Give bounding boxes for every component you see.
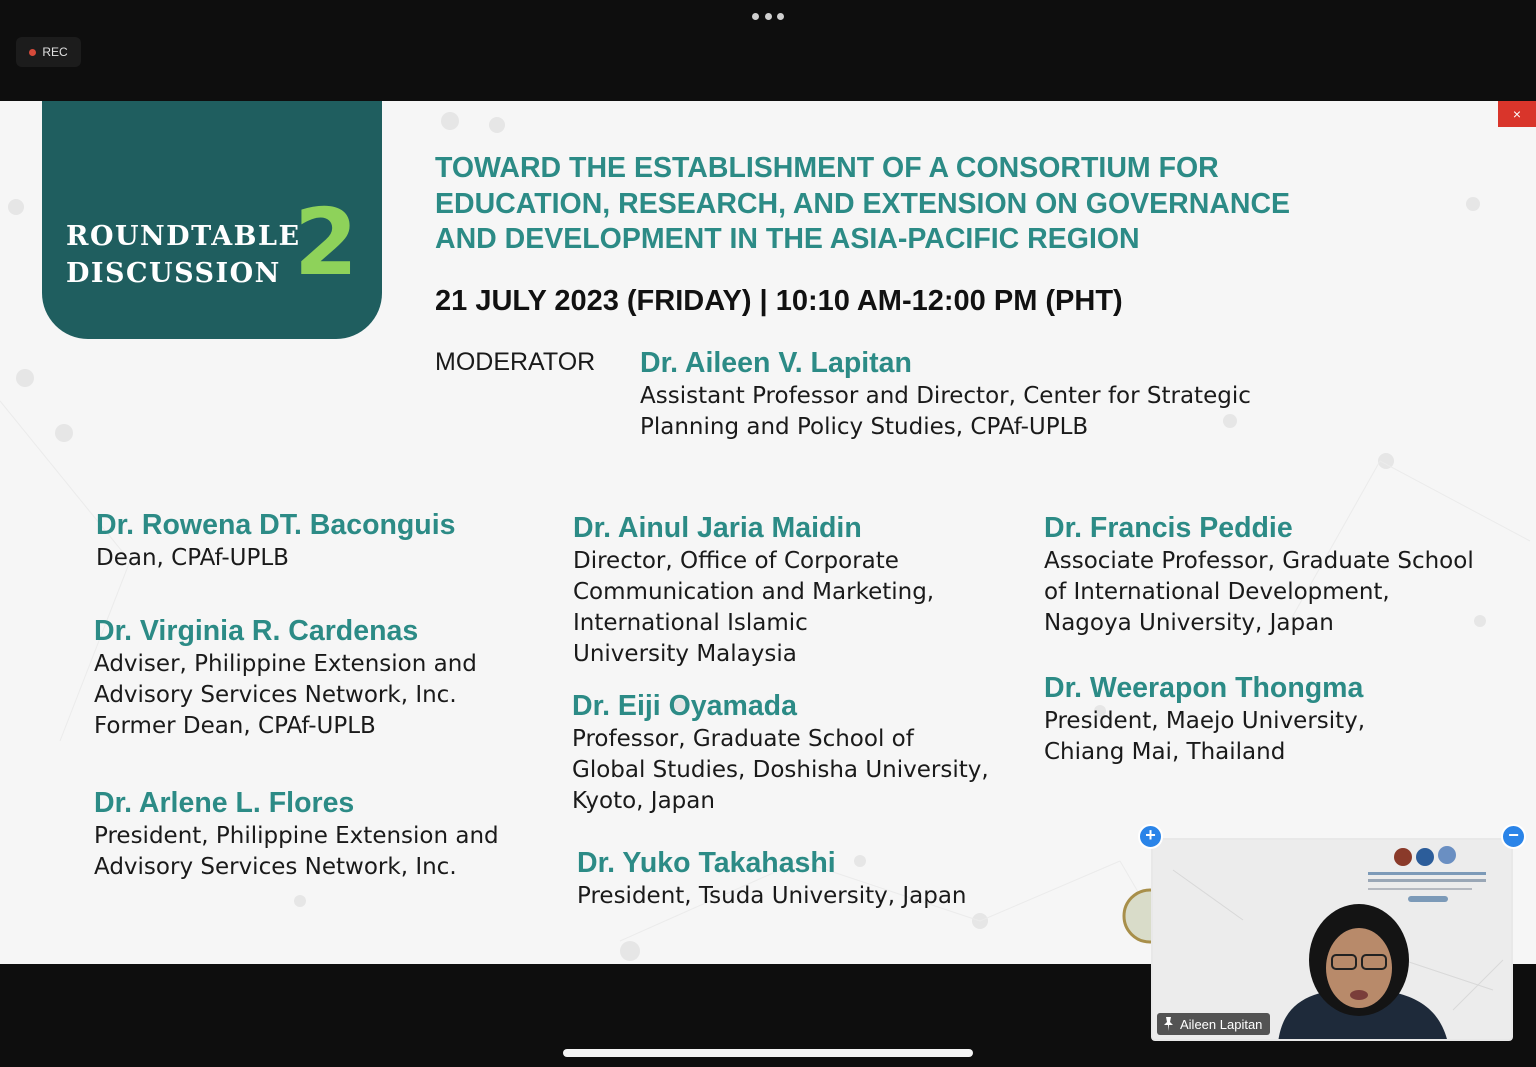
panelist-name: Dr. Ainul Jaria Maidin [573,512,862,544]
role-line: Advisory Services Network, Inc. [94,682,457,708]
close-share-button[interactable] [1498,101,1536,127]
panelist-name: Dr. Yuko Takahashi [577,847,836,879]
moderator-label: MODERATOR [435,348,596,376]
badge-line-2: DISCUSSION [66,258,281,289]
participant-name-tag [1157,1013,1270,1035]
role-line: of International Development, [1044,579,1390,605]
role-line: Former Dean, CPAf-UPLB [94,713,376,739]
badge-number: 2 [294,189,359,296]
panelist-role [572,724,989,817]
panelist-name: Dr. Weerapon Thongma [1044,672,1364,704]
title-line: TOWARD THE ESTABLISHMENT OF A CONSORTIUM FOR [435,152,1219,184]
expand-tile-button[interactable] [1138,824,1163,849]
panelist-role [1044,546,1474,639]
role-line: Adviser, Philippine Extension and [94,651,477,677]
pin-icon [1163,1017,1174,1031]
role-line: Advisory Services Network, Inc. [94,854,457,880]
panelist-role [577,881,967,912]
panelist-name: Dr. Virginia R. Cardenas [94,615,419,647]
panelist-name: Dr. Rowena DT. Baconguis [96,509,456,541]
role-line: Communication and Marketing, [573,579,935,605]
close-icon: × [1512,106,1522,122]
role-line: President, Maejo University, [1044,708,1366,734]
panelist-role [94,821,499,883]
role-line: Assistant Professor and Director, Center for Strategic [640,383,1251,409]
roundtable-badge [42,101,382,339]
role-line: Global Studies, Doshisha University, [572,757,989,783]
role-line: Nagoya University, Japan [1044,610,1334,636]
role-line: University Malaysia [573,641,797,667]
minus-icon: − [1508,825,1519,845]
role-line: Dean, CPAf-UPLB [96,545,289,571]
rec-label: REC [42,45,68,59]
record-dot-icon [29,49,36,56]
moderator-role [640,381,1251,443]
event-datetime: 21 JULY 2023 (FRIDAY) | 10:10 AM-12:00 PM (PHT) [435,285,1123,317]
plus-icon: + [1145,825,1156,845]
role-line: President, Philippine Extension and [94,823,499,849]
role-line: Planning and Policy Studies, CPAf-UPLB [640,414,1089,440]
shared-slide [0,101,1536,964]
panelist-role [573,546,934,670]
role-line: International Islamic [573,610,808,636]
panelist-name: Dr. Arlene L. Flores [94,787,355,819]
collapse-tile-button[interactable] [1501,824,1526,849]
more-options-icon[interactable] [752,11,784,21]
role-line: Director, Office of Corporate [573,548,899,574]
badge-line-1: ROUNDTABLE [66,221,301,252]
panelist-role [96,543,289,574]
role-line: Associate Professor, Graduate School [1044,548,1474,574]
panelist-role [94,649,477,742]
title-line: EDUCATION, RESEARCH, AND EXTENSION ON GOVERNANCE [435,187,1291,220]
recording-indicator [16,37,81,67]
participant-video-tile[interactable] [1151,838,1513,1041]
moderator-name: Dr. Aileen V. Lapitan [640,347,912,379]
panelist-name: Dr. Eiji Oyamada [572,690,797,722]
slide-title [435,151,1355,258]
panelist-name: Dr. Francis Peddie [1044,512,1293,544]
role-line: Professor, Graduate School of [572,726,914,752]
role-line: Chiang Mai, Thailand [1044,739,1286,765]
participant-name: Aileen Lapitan [1180,1016,1263,1032]
role-line: Kyoto, Japan [572,788,715,814]
video-feed [1153,840,1513,1041]
panelist-role [1044,706,1365,768]
role-line: President, Tsuda University, Japan [577,883,967,909]
title-line: AND DEVELOPMENT IN THE ASIA-PACIFIC REGION [435,223,1140,255]
home-indicator[interactable] [563,1049,973,1057]
